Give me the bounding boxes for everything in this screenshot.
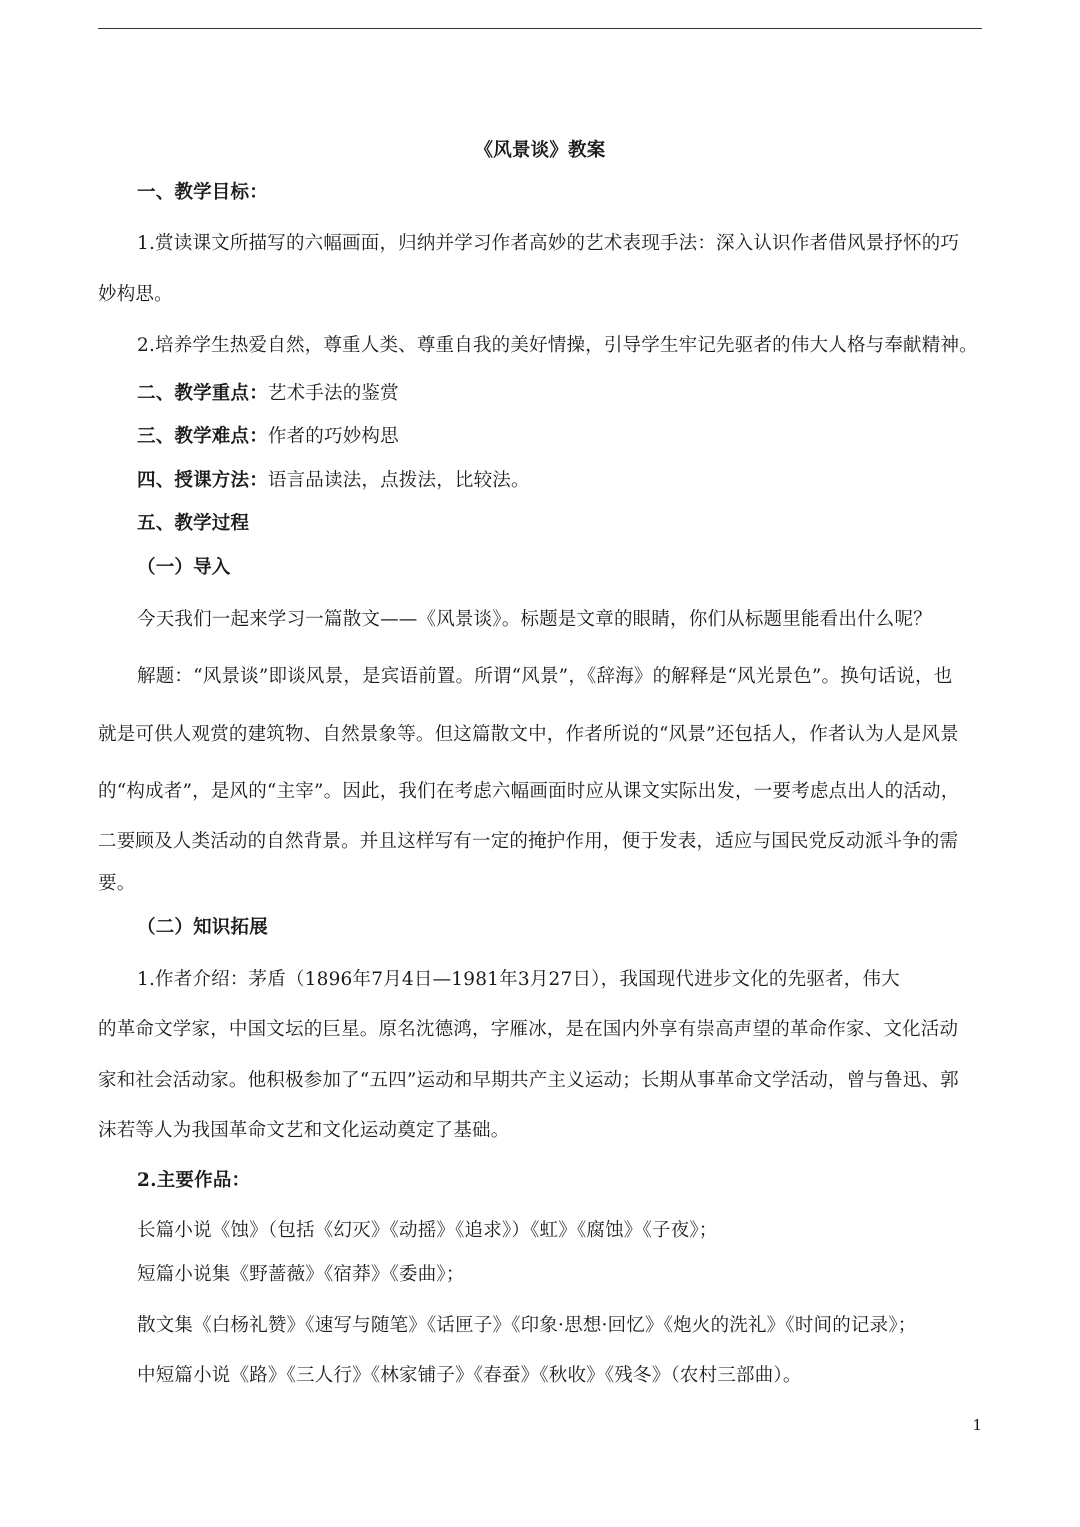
author-intro-line-2: 的革命文学家，中国文坛的巨星。原名沈德鸿，字雁冰，是在国内外享有崇高声望的革命作家、文化活动: [98, 1019, 959, 1040]
works-essays: 散文集《白杨礼赞》《速写与随笔》《话匣子》《印象·思想·回忆》《炮火的洗礼》《时间的记录》；: [137, 1315, 917, 1336]
works-novellas: 中短篇小说《路》《三人行》《林家铺子》《春蚕》《秋收》《残冬》（农村三部曲）。: [137, 1365, 802, 1386]
subsection-knowledge-heading: （二）知识拓展: [137, 917, 268, 938]
works-novels: 长篇小说《蚀》（包括《幻灭》《动摇》《追求》）《虹》《腐蚀》《子夜》；: [137, 1220, 718, 1241]
goal-1-line-1: 1.赏读课文所描写的六幅画面，归纳并学习作者高妙的艺术表现手法：深入认识作者借风景抒怀的巧: [137, 233, 960, 254]
author-intro-line-1: 1.作者介绍：茅盾（1896年7月4日—1981年3月27日），我国现代进步文化的先驱者，伟大: [137, 969, 900, 990]
subsection-introduction-heading: （一）导入: [137, 557, 231, 578]
key-points-text: 艺术手法的鉴赏: [267, 383, 399, 404]
section-teaching-goals-heading: 一、教学目标：: [137, 182, 268, 203]
page-number: 1: [972, 1416, 982, 1434]
section-teaching-process-heading: 五、教学过程: [137, 513, 250, 534]
difficulties-text: 作者的巧妙构思: [267, 426, 399, 447]
methods-label: 四、授课方法：: [137, 470, 268, 491]
key-points-label: 二、教学重点：: [137, 383, 268, 404]
methods-text: 语言品读法，点拨法，比较法。: [267, 470, 530, 491]
goal-2: 2.培养学生热爱自然，尊重人类、尊重自我的美好情操，引导学生牢记先驱者的伟大人格与奉献精神。: [137, 335, 978, 356]
explanation-line-5: 要。: [98, 873, 136, 894]
section-difficulties: [137, 424, 982, 450]
header-rule: [98, 28, 982, 29]
author-intro-line-3: 家和社会活动家。他积极参加了“五四”运动和早期共产主义运动；长期从事革命文学活动，曾与鲁迅、郭: [98, 1070, 959, 1091]
goal-1-line-2: 妙构思。: [98, 284, 173, 305]
explanation-line-3: 的“构成者”，是风的“主宰”。因此，我们在考虑六幅画面时应从课文实际出发，一要考虑点出人的活动，: [98, 781, 960, 802]
difficulties-label: 三、教学难点：: [137, 426, 268, 447]
main-works-heading: 2.主要作品：: [137, 1170, 251, 1191]
explanation-line-2: 就是可供人观赏的建筑物、自然景象等。但这篇散文中，作者所说的“风景”还包括人，作者认为人是风景: [98, 724, 959, 745]
introduction-paragraph: 今天我们一起来学习一篇散文——《风景谈》。标题是文章的眼睛，你们从标题里能看出什么呢？: [137, 609, 932, 630]
section-teaching-methods: [137, 468, 982, 494]
explanation-line-1: 解题：“风景谈”即谈风景，是宾语前置。所谓“风景”，《辞海》的解释是“风光景色”。换句话说，也: [137, 666, 953, 687]
explanation-line-4: 二要顾及人类活动的自然背景。并且这样写有一定的掩护作用，便于发表，适应与国民党反动派斗争的需: [98, 831, 959, 852]
document-title: 《风景谈》教案: [474, 140, 606, 161]
section-key-points: [137, 381, 982, 407]
author-intro-line-4: 沫若等人为我国革命文艺和文化运动奠定了基础。: [98, 1120, 510, 1141]
works-short-stories: 短篇小说集《野蔷薇》《宿莽》《委曲》；: [137, 1264, 465, 1285]
